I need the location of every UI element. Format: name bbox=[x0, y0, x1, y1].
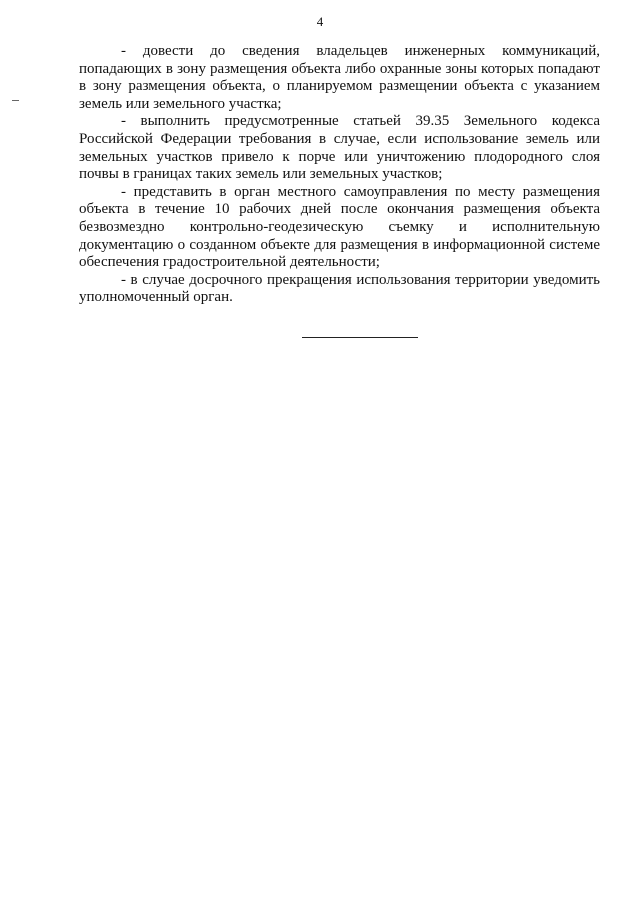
margin-mark bbox=[12, 100, 19, 101]
document-body bbox=[79, 43, 600, 307]
page-number: 4 bbox=[316, 14, 324, 29]
paragraph-notify-utility-owners: - довести до сведения владельцев инженерных коммуникаций, попадающих в зону размещения объекта либо охранные зоны которых попадают в зону размещения объекта, о планируемом размещении объекта с указанием земель или земельного участка; bbox=[79, 43, 600, 112]
closing-rule bbox=[302, 337, 418, 338]
paragraph-early-termination: - в случае досрочного прекращения использования территории уведомить уполномоченный орган. bbox=[79, 271, 600, 306]
paragraph-land-code-requirements: - выполнить предусмотренные статьей 39.35 Земельного кодекса Российской Федерации требования в случае, если использование земель или земельных участков привело к порче или уничтожению плодородного слоя почвы в границах таких земель или земельных участков; bbox=[79, 113, 600, 183]
paragraph-submit-survey: - представить в орган местного самоуправления по месту размещения объекта в течение 10 рабочих дней после окончания размещения объекта безвозмездно контрольно-геодезическую съемку и исполнительную документацию о созданном объекте для размещения в информационной системе обеспечения градостроительной деятельности; bbox=[79, 183, 600, 271]
